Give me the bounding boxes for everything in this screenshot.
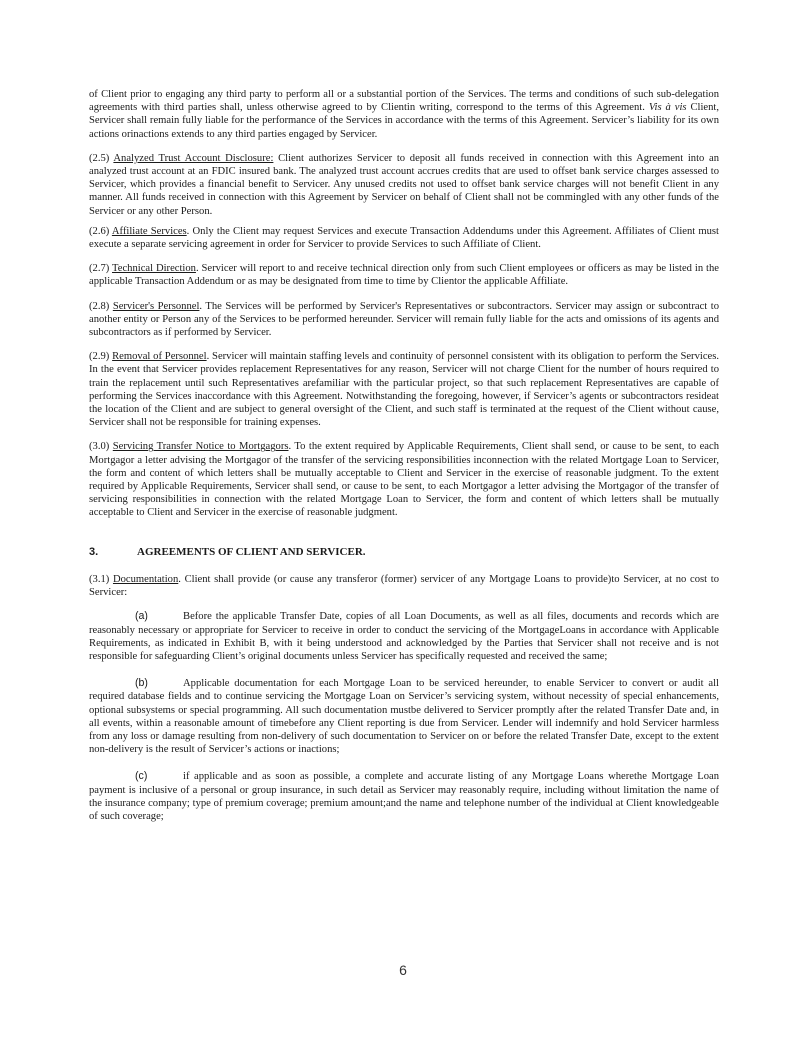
page-number: 6 (399, 962, 407, 978)
section-2-9-title: Removal of Personnel (112, 351, 207, 363)
section-2-7 (89, 262, 719, 288)
section-2-8 (89, 300, 719, 340)
item-a (89, 610, 719, 663)
section-2-7-number: (2.7) (89, 263, 113, 275)
section-3-1-text: . Client shall provide (or cause any transferor (former) servicer of any Mortgage Loans to provide)to Servicer, at no cost to Servicer: (89, 573, 719, 599)
section-2-5 (89, 152, 719, 218)
intro-paragraph (89, 88, 719, 141)
section-3-1-number: (3.1) (89, 573, 113, 585)
section-2-9-number: (2.9) (89, 351, 113, 363)
section-3-title: AGREEMENTS OF CLIENT AND SERVICER. (137, 545, 366, 558)
section-3-number: 3. (89, 545, 99, 558)
section-3-1 (89, 573, 719, 599)
intro-italic: Vis à vis (648, 102, 687, 114)
section-2-5-text: Client authorizes Servicer to deposit all funds received in connection with this Agreement into an analyzed trust account at an FDIC insured bank. The analyzed trust account accrues credits that are used to offset bank service charges assessed to Servicer, which provides a financial benefit to Servicer. Any unused credits not used to offset bank service charges will not benefit Client in any manner. All funds received in connection with this Agreement by Servicer on behalf of Client shall not be commingled with any other funds of the Servicer or any other Person. (89, 152, 720, 217)
section-2-6-text: . Only the Client may request Services and execute Transaction Addendums under this Agreement. Affiliates of Client must execute a separate servicing agreement in order for Servicer to provide Services to such Affiliate of Client. (89, 225, 719, 251)
intro-text-2: Client, Servicer shall remain fully liable for the performance of the Services in accordance with the terms of this Agreement. Servicer’s liability for its own actions orinactions extends to any third parties engaged by Servicer. (89, 102, 719, 140)
item-a-text: Before the applicable Transfer Date, copies of all Loan Documents, as well as all files, documents and records which are reasonably necessary or appropriate for Servicer to receive in order to conduct the servicing of the MortgageLoans in accordance with Applicable Requirements, as indicated in Exhibit B, with it being understood and acknowledged by the Parties that Servicer shall not receive and is not responsible for safeguarding Client’s original documents unless Servicer has specifically requested and received the same; (89, 611, 719, 662)
item-c (89, 770, 719, 823)
item-c-text: if applicable and as soon as possible, a complete and accurate listing of any Mortgage Loans wherethe Mortgage Loan payment is inclusive of a personal or group insurance, in such detail as Servicer may reasonably require, including without limitation the name of the insurance company; type of premium coverage; premium amount;and the name and telephone number of the individual at Client knowledgeable of such coverage; (89, 771, 719, 822)
item-a-label: (a) (135, 610, 148, 623)
section-3-1-title: Documentation (112, 573, 179, 585)
section-2-8-number: (2.8) (89, 300, 113, 312)
section-2-8-text: . The Services will be performed by Servicer's Representatives or subcontractors. Servicer may assign or subcontract to another entity or Person any of the Services to be performed hereunder. Servicer will remain fully liable for the acts and omissions of its agents and subcontractors as if performed by Servicer. (89, 300, 719, 339)
section-3-heading (89, 546, 719, 559)
section-2-9 (89, 350, 719, 429)
section-2-7-text: . Servicer will report to and receive technical direction only from such Client employees or officers as may be listed in the applicable Transaction Addendum or as may be designated from time to time by Clientor the applicable Affiliate. (89, 263, 719, 288)
section-3-0-text: . To the extent required by Applicable Requirements, Client shall send, or cause to be sent, to each Mortgagor a letter advising the Mortgagor of the transfer of the servicing responsibilities inconnection with the related Mortgage Loan to Servicer, the form and content of which letters shall be mutually acceptable to Client and Servicer in the exercise of reasonable judgment. To the extent required by Applicable Requirements, Servicer shall send, or cause to be sent, to each Mortgagor a letter advising the Mortgagor of the transfer of servicing responsibilities in connection with the related Mortgage Loan to Servicer, the form and content of which letters shall be mutually acceptable to Client and Servicer in the exercise of reasonable judgment. (89, 441, 719, 519)
section-2-8-title: Servicer's Personnel (112, 300, 200, 312)
section-2-5-title: Analyzed Trust Account Disclosure: (113, 152, 274, 164)
section-2-6-title: Affiliate Services (111, 225, 187, 237)
item-b-text: Applicable documentation for each Mortgage Loan to be serviced hereunder, to enable Servicer to convert or audit all required database fields and to continue servicing the Mortgage Loan on Servicer’s servicing system, without necessity of special enhancements, optional subsystems or special programming. All such documentation mustbe delivered to Servicer promptly after the related Transfer Date and, in all events, within a reasonable amount of timebefore any Client reporting is due from Servicer. Lender will indemnify and hold Servicer harmless from any loss or damage resulting from non-delivery of such documentation to Servicer on or before the related Transfer Date, except to the extent non-delivery is the result of Servicer’s actions or inactions; (89, 678, 719, 756)
item-b (89, 677, 719, 756)
section-2-7-title: Technical Direction (112, 263, 196, 275)
section-2-6 (89, 225, 719, 251)
section-2-9-text: . Servicer will maintain staffing levels and continuity of personnel consistent with its obligation to perform the Services. In the event that Servicer provides replacement Representatives for any reason, Servicer will not charge Client for the number of hours required to train the replacement until such Representatives arefamiliar with the particular project, so that such replacement Representatives are capable of performing the Services inaccordance with this Agreement. Notwithstanding the foregoing, however, if Servicer’s agents or subcontractors resideat the location of the Client and are subject to general oversight of the Client, and such staff is terminated at the request of the Client without cause, Servicer shall not be responsible for training expenses. (89, 351, 719, 429)
item-b-label: (b) (135, 677, 148, 690)
item-c-label: (c) (135, 770, 148, 783)
section-2-6-number: (2.6) (89, 225, 112, 237)
intro-text-1: of Client prior to engaging any third party to perform all or a substantial portion of the Services. The terms and conditions of such sub-delegation agreements with third parties shall, unless otherwise agreed to by Clientin writing, correspond to the terms of this Agreement. (89, 89, 719, 114)
section-3-0-number: (3.0) (89, 441, 113, 453)
page-body (89, 88, 719, 837)
section-3-0-title: Servicing Transfer Notice to Mortgagors (112, 441, 289, 453)
section-3-0 (89, 440, 719, 519)
section-2-5-number: (2.5) (89, 152, 114, 164)
